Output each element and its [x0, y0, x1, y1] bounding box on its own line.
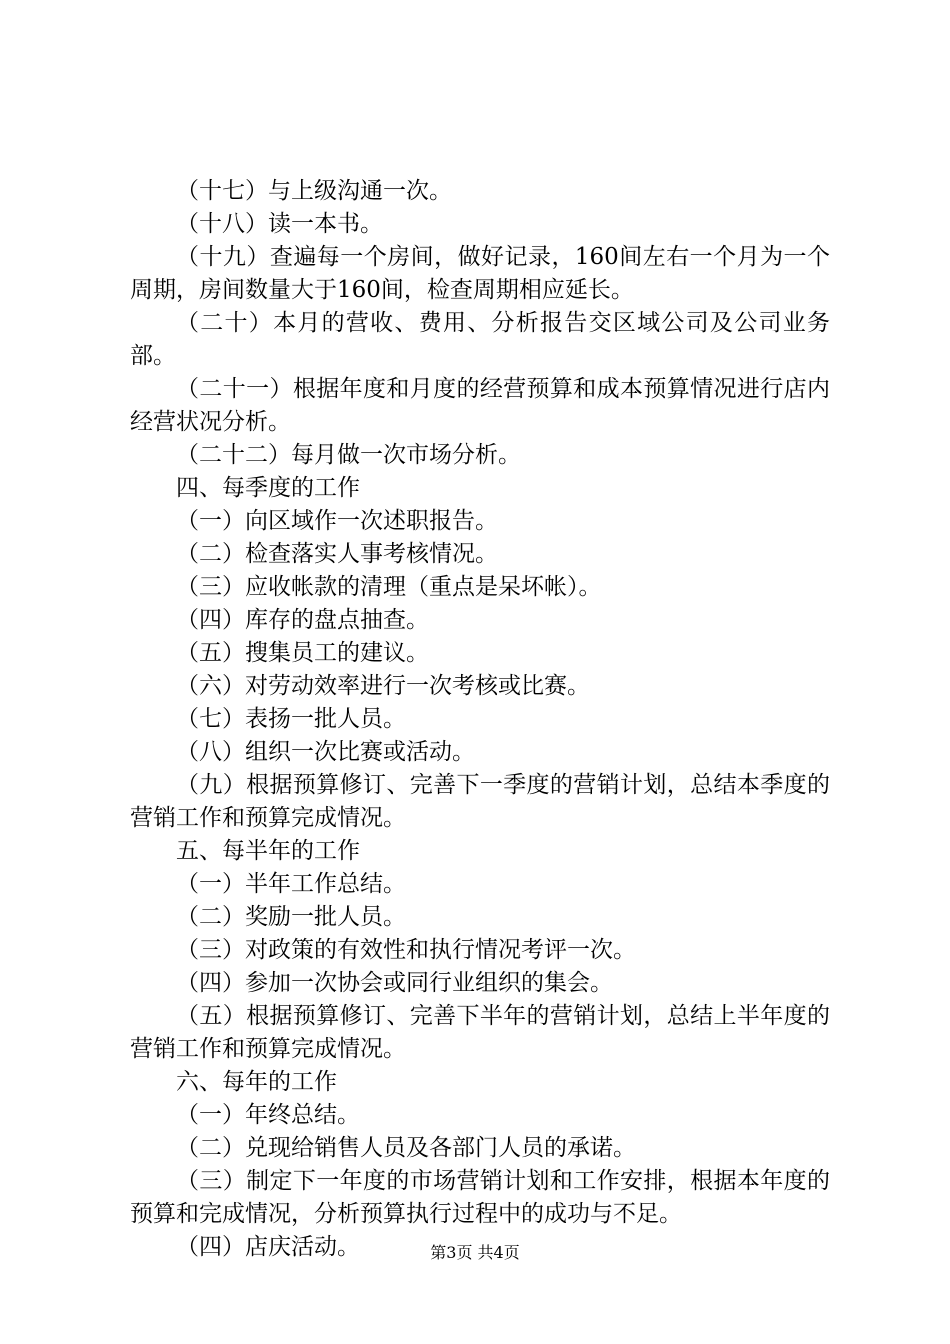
- paragraph: （二十）本月的营收、费用、分析报告交区域公司及公司业务部。: [130, 310, 830, 369]
- section-heading: 五、每半年的工作: [176, 838, 360, 864]
- paragraph: （五）根据预算修订、完善下半年的营销计划，总结上半年度的营销工作和预算完成情况。: [130, 1003, 830, 1062]
- paragraph: （八）组织一次比赛或活动。: [176, 739, 475, 765]
- paragraph: （三）制定下一年度的市场营销计划和工作安排，根据本年度的预算和完成情况，分析预算执行过程中的成功与不足。: [130, 1168, 830, 1227]
- paragraph: （四）库存的盘点抽查。: [176, 607, 429, 633]
- page-number-footer: 第3页 共4页: [430, 1243, 520, 1262]
- paragraph: （九）根据预算修订、完善下一季度的营销计划，总结本季度的营销工作和预算完成情况。: [130, 772, 830, 831]
- paragraph: （二十二）每月做一次市场分析。: [176, 442, 521, 468]
- section-heading: 六、每年的工作: [176, 1069, 337, 1095]
- paragraph: （一）半年工作总结。: [176, 871, 406, 897]
- paragraph: （十九）查遍每一个房间，做好记录，160间左右一个月为一个周期，房间数量大于160间，检查周期相应延长。: [130, 244, 830, 303]
- paragraph: （二）检查落实人事考核情况。: [176, 541, 498, 567]
- section-heading: 四、每季度的工作: [176, 475, 360, 501]
- paragraph: （一）向区域作一次述职报告。: [176, 508, 498, 534]
- paragraph: （二）奖励一批人员。: [176, 904, 406, 930]
- paragraph: （一）年终总结。: [176, 1102, 360, 1128]
- paragraph: （五）搜集员工的建议。: [176, 640, 429, 666]
- paragraph: （十七）与上级沟通一次。: [176, 178, 452, 204]
- paragraph: （六）对劳动效率进行一次考核或比赛。: [176, 673, 590, 699]
- paragraph: （二）兑现给销售人员及各部门人员的承诺。: [176, 1135, 636, 1161]
- paragraph: （四）店庆活动。: [176, 1234, 360, 1260]
- paragraph: （七）表扬一批人员。: [176, 706, 406, 732]
- paragraph: （三）对政策的有效性和执行情况考评一次。: [176, 937, 636, 963]
- document-body: [130, 175, 830, 1264]
- paragraph: （四）参加一次协会或同行业组织的集会。: [176, 970, 613, 996]
- paragraph: （三）应收帐款的清理（重点是呆坏帐）。: [176, 574, 602, 600]
- paragraph: （二十一）根据年度和月度的经营预算和成本预算情况进行店内经营状况分析。: [130, 376, 830, 435]
- paragraph: （十八）读一本书。: [176, 211, 383, 237]
